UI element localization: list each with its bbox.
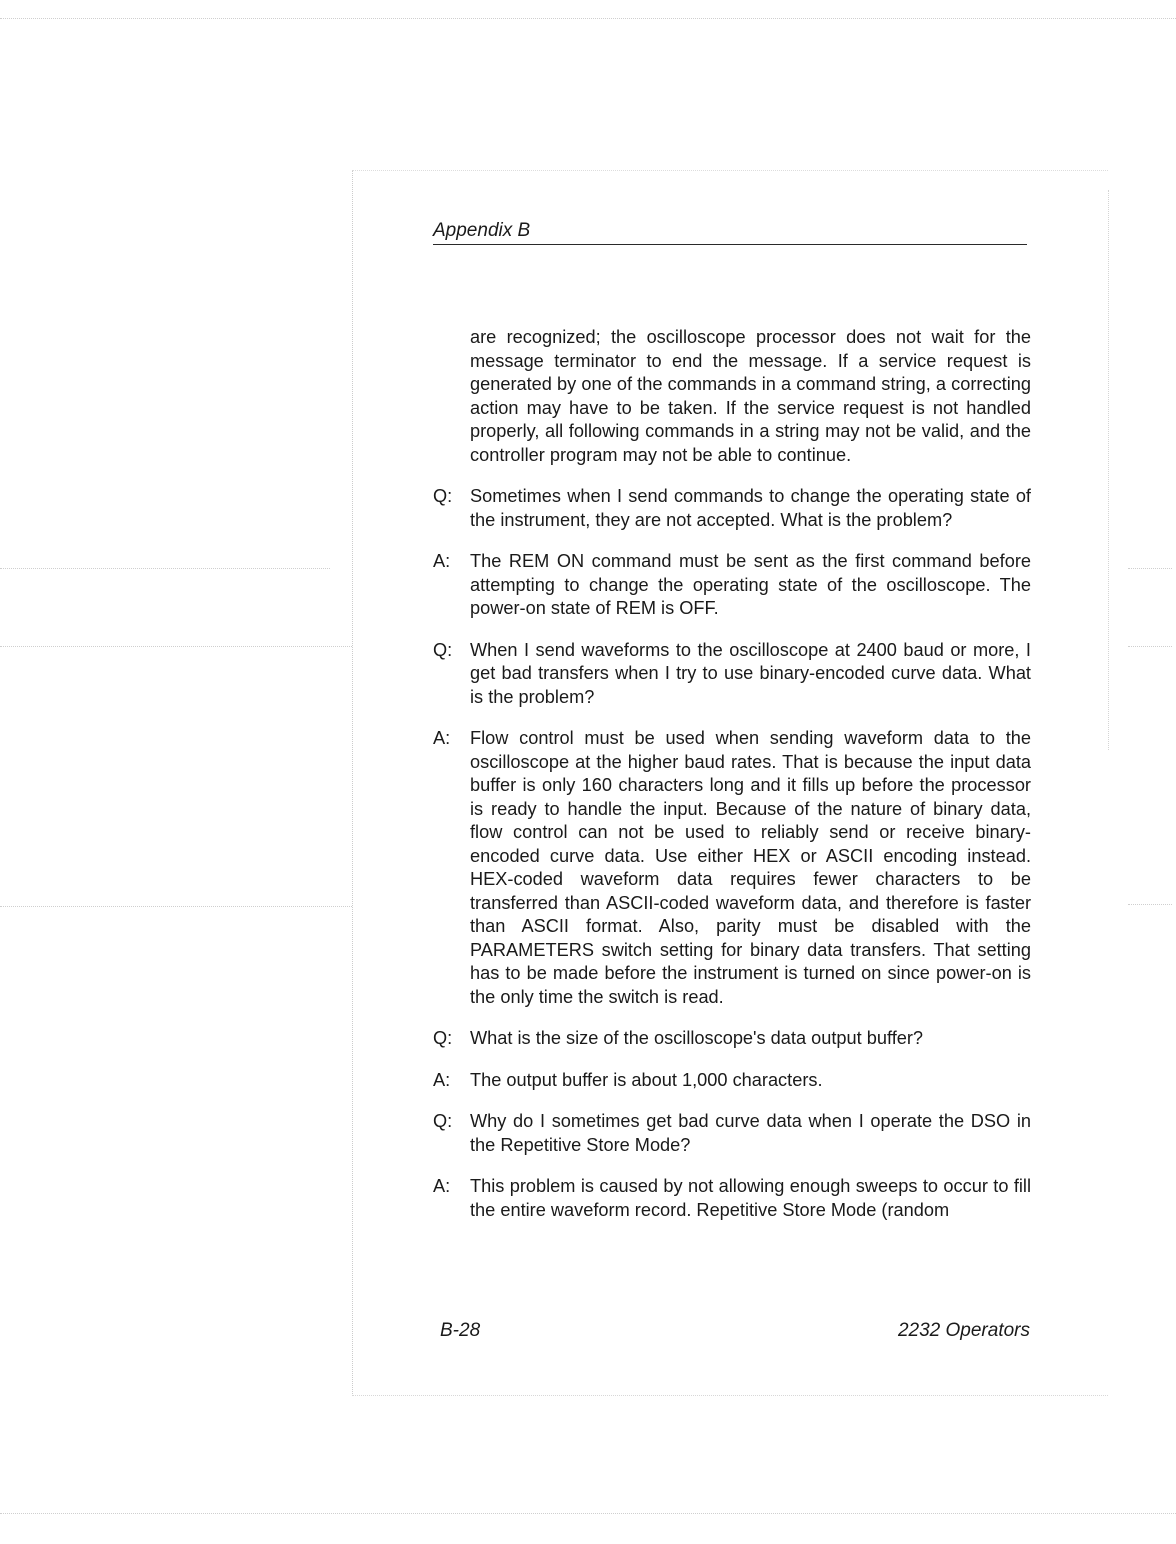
qa-item <box>433 1110 1031 1157</box>
scan-artifact-left-1 <box>0 568 330 569</box>
qa-item <box>433 1069 1031 1093</box>
scan-artifact-right-2 <box>1128 646 1172 647</box>
scan-artifact-left-3 <box>0 906 352 907</box>
page-header <box>433 220 1027 245</box>
qa-label: A: <box>433 1176 451 1196</box>
scan-artifact-right-3 <box>1128 904 1172 905</box>
scan-artifact-left-2 <box>0 646 352 647</box>
qa-text: The REM ON command must be sent as the first command before attempting to change the operating state of the oscilloscope. The power-on state of REM is OFF. <box>470 551 1031 618</box>
footer-page-number: B-28 <box>440 1320 481 1341</box>
qa-item <box>433 639 1031 710</box>
qa-text: Flow control must be used when sending waveform data to the oscilloscope at the higher baud rates. That is because the input data buffer is only 160 characters long and it fills up before the processor is ready to handle the input. Because of the nature of binary data, flow control can not be used to reliably send or receive binary-encoded curve data. Use either HEX or ASCII encoding instead. HEX-coded waveform data requires fewer characters to be transferred than ASCII-coded waveform data, and therefore is faster than ASCII format. Also, parity must be disabled with the PARAMETERS switch setting for binary data transfers. That setting has to be made before the instrument is turned on since power-on is the only time the switch is read. <box>470 728 1031 1007</box>
header-title: Appendix B <box>433 220 531 241</box>
qa-label: A: <box>433 1069 451 1090</box>
qa-text: Sometimes when I send commands to change the operating state of the instrument, they are not accepted. What is the problem? <box>470 486 1031 530</box>
qa-label: Q: <box>433 1028 453 1048</box>
qa-text: When I send waveforms to the oscilloscope at 2400 baud or more, I get bad transfers when I try to use binary-encoded curve data. What is the problem? <box>470 639 1031 707</box>
qa-text: This problem is caused by not allowing enough sweeps to occur to fill the entire waveform record. Repetitive Store Mode (random <box>470 1176 1031 1220</box>
scan-artifact-right-vertical <box>1108 190 1109 750</box>
qa-item <box>433 550 1031 621</box>
scan-artifact-bottom <box>0 1513 1176 1514</box>
qa-item <box>433 1175 1031 1222</box>
qa-label: A: <box>433 551 451 571</box>
qa-item <box>433 1027 1031 1051</box>
qa-label: A: <box>433 728 451 748</box>
continuation-paragraph: are recognized; the oscilloscope processor does not wait for the message terminator to end the message. If a service request is generated by one of the commands in a command string, a correcting action may have to be taken. If the service request is not handled properly, all following commands in a string may not be valid, and the controller program may not be able to continue. <box>470 327 1031 465</box>
qa-text: Why do I sometimes get bad curve data when I operate the DSO in the Repetitive Store Mode? <box>470 1111 1031 1155</box>
qa-text: The output buffer is about 1,000 characters. <box>470 1069 823 1090</box>
qa-label: Q: <box>433 639 453 660</box>
qa-item <box>433 727 1031 1009</box>
qa-label: Q: <box>433 1111 453 1131</box>
qa-label: Q: <box>433 486 453 506</box>
qa-text: What is the size of the oscilloscope's data output buffer? <box>470 1028 924 1048</box>
qa-item <box>433 485 1031 532</box>
scan-artifact-right-1 <box>1128 568 1172 569</box>
scan-artifact-top <box>0 18 1176 19</box>
footer-manual-name: 2232 Operators <box>897 1320 1030 1341</box>
body-content <box>433 326 1031 1222</box>
